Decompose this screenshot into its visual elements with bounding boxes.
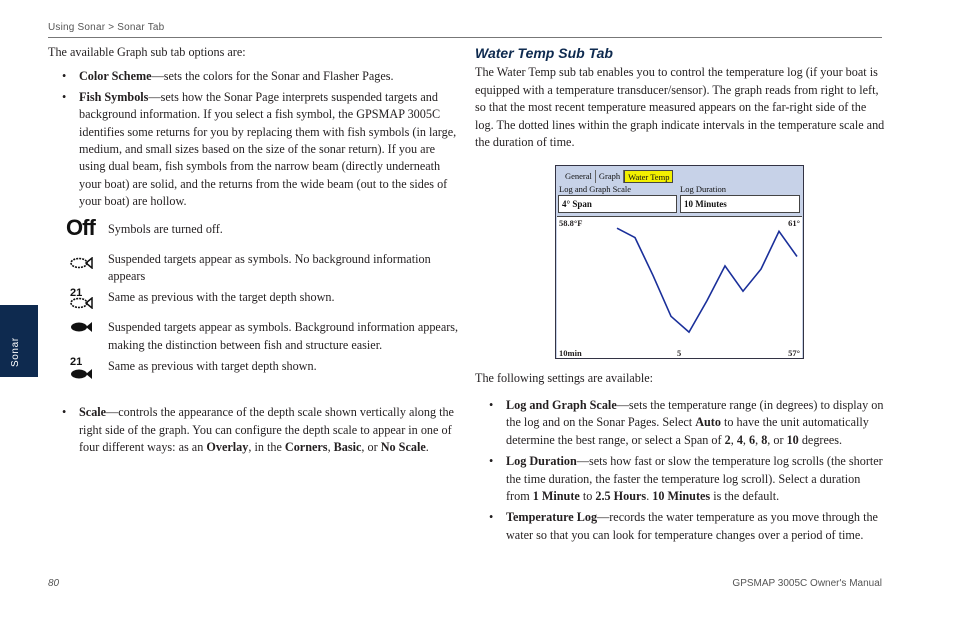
term: Fish Symbols: [79, 89, 149, 104]
bottom-right-temp: 57°: [788, 348, 800, 358]
label-log-graph-scale: Log and Graph Scale: [559, 184, 631, 194]
symbol-row: [64, 319, 460, 354]
right-column: [475, 45, 885, 161]
symbol-row: [64, 214, 460, 247]
symbol-row: [64, 289, 460, 315]
settings-intro: The following settings are available:: [475, 371, 654, 385]
label-log-duration: Log Duration: [680, 184, 727, 194]
off-icon: Off: [66, 214, 95, 240]
side-tab[interactable]: [0, 305, 38, 377]
symbol-row: [64, 358, 460, 384]
intro-text: The available Graph sub tab options are:: [48, 45, 246, 59]
term: Color Scheme: [79, 69, 152, 84]
hollow-fish-depth-icon: 21: [64, 289, 104, 315]
symbol-row: [64, 251, 460, 286]
top-right-temp: 61°: [788, 218, 800, 228]
hollow-fish-icon: [64, 251, 104, 277]
left-column: [48, 44, 460, 460]
temperature-plot: [557, 217, 802, 359]
temperature-graph: [557, 216, 802, 358]
list-item: • Log and Graph Scale—sets the temperature range (in degrees) to display on the log and on the Sonar Pages. Select Auto to have the unit automatically determine the best range, or select a Span of 2, 4, 6, 8, or 10 degrees.: [489, 398, 884, 447]
symbol-desc: Same as previous with the target depth shown.: [108, 290, 335, 305]
device-screenshot: [555, 165, 804, 359]
duration-label: 10min: [559, 348, 582, 358]
solid-fish-icon: [64, 319, 104, 345]
page-number: 80: [48, 578, 60, 589]
desc: —sets how the Sonar Page interprets suspended targets and background information. If you select a fish symbol, the GPSMAP 3005C identifies some returns for you by replacing them with fish symbols (in large, medium, and small sizes based on the size of the sonar return). If you are using dual beam, fish symbols from the narrow beam (directly underneath your boat) are solid, and the returns from the wide beam (out to the sides of your boat) are hollow.: [79, 89, 457, 209]
solid-fish-depth-icon: 21: [64, 358, 104, 384]
list-item: • Temperature Log—records the water temperature as you move through the water so that you can look for temperature changes over a period of time.: [489, 510, 878, 542]
scale-field[interactable]: 4° Span: [558, 195, 677, 213]
screen-tabs: [562, 170, 673, 183]
duration-field[interactable]: 10 Minutes: [680, 195, 800, 213]
header-rule: [48, 37, 882, 38]
symbol-desc: Symbols are turned off.: [108, 221, 223, 236]
settings-list: [475, 397, 885, 548]
tab-water-temp[interactable]: Water Temp: [624, 170, 673, 183]
list-item: • Scale—controls the appearance of the depth scale shown vertically along the right side of the graph. You can configure the depth scale to appear in one of four different ways: as an Overlay, in the Corners, Basic, or No Scale.: [62, 405, 454, 455]
tab-general[interactable]: General: [562, 170, 596, 183]
list-item: • Log Duration—sets how fast or slow the temperature log scrolls (the shorter the time duration, the faster the temperature log scroll). Select a duration from 1 Minute to 2.5 Hours. 10 Minutes is the default.: [489, 454, 883, 504]
section-paragraph: The Water Temp sub tab enables you to control the temperature log (if your boat is equipped with a temperature transducer/sensor). The graph reads from right to left, so that the most recent temperature measured appears on the far-right side of the log. The dotted lines within the graph indicate intervals in the temperature scale and the duration of time.: [475, 65, 885, 150]
desc: —sets the colors for the Sonar and Flasher Pages.: [151, 69, 394, 84]
tab-graph[interactable]: Graph: [596, 170, 624, 183]
section-heading: Water Temp Sub Tab: [475, 45, 613, 61]
symbol-list: [64, 214, 460, 385]
breadcrumb: Using Sonar > Sonar Tab: [48, 22, 165, 33]
temperature-series-line: [617, 228, 797, 332]
side-tab-label: Sonar: [10, 337, 21, 367]
symbol-desc: Same as previous with target depth shown.: [108, 359, 317, 374]
manual-title: GPSMAP 3005C Owner's Manual: [732, 578, 882, 589]
list-item: • Color Scheme—sets the colors for the Sonar and Flasher Pages.: [62, 69, 394, 84]
mid-time-label: 5: [677, 348, 682, 358]
list-item: • Fish Symbols—sets how the Sonar Page interprets suspended targets and background information. If you select a fish symbol, the GPSMAP 3005C identifies some returns for you by replacing them with fish symbols (in large, medium, and small sizes based on the size of the sonar return). If you are using dual beam, fish symbols from the narrow beam (directly underneath your boat) are solid, and the returns from the wide beam (out to the sides of your boat) are hollow.: [62, 89, 457, 209]
symbol-desc: Suspended targets appear as symbols. Background information appears, making the distinction between fish and structure easier.: [108, 320, 459, 352]
top-left-temp: 58.8°F: [559, 218, 583, 228]
symbol-desc: Suspended targets appear as symbols. No background information appears: [108, 251, 431, 284]
